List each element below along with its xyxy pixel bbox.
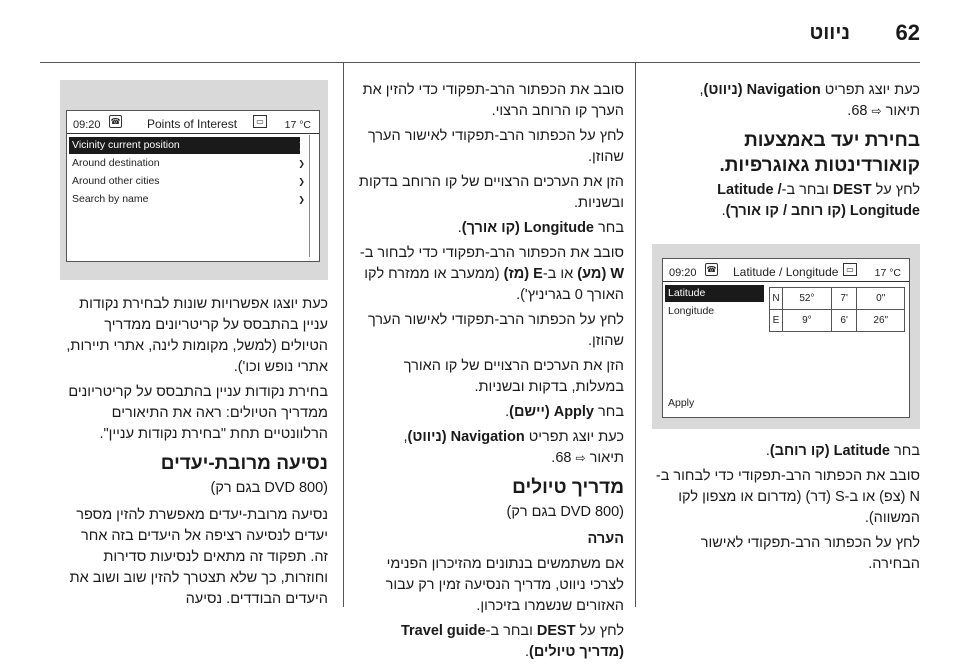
screen-title: Latitude / Longitude: [733, 265, 839, 279]
screen-title: Points of Interest: [147, 117, 238, 131]
arrow-ref-icon: ⇨: [871, 104, 882, 118]
page-header: [0, 12, 960, 52]
section-heading: בחירת יעד באמצעות קואורדינטות גאוגרפיות.: [719, 130, 920, 176]
paragraph: הזן את הערכים הרצויים של קו האורך במעלות, בדקות ובשניות.: [403, 358, 624, 395]
temperature-text: 17 °C: [874, 267, 901, 279]
header-divider: [40, 62, 920, 63]
coordinate-table: [769, 287, 905, 332]
chevron-right-icon: ❯: [298, 141, 305, 150]
phone-icon: ☎: [110, 117, 121, 126]
table-row: E 9° 6' 26": [770, 310, 905, 332]
paragraph: סובב את הכפתור הרב-תפקודי כדי לבחור ב-W (מע) או ב-E (מז) (ממערב או ממזרח לקו האורך 0 בגריניץ').: [359, 245, 624, 303]
menu-item-search-by-name[interactable]: Search by name: [72, 193, 149, 205]
paragraph: לחץ על הכפתור הרב-תפקודי לאישור הערך שהוזן.: [367, 128, 624, 165]
paragraph: בחירת נקודות עניין בהתבסס על קריטריונים ממדריך הטיולים: ראה את התיאורים הרלוונטיים תחת "בחירת נקודות עניין".: [68, 384, 328, 442]
tv-icon: ▭: [843, 263, 857, 276]
paragraph: כעת יוצגו אפשרויות שונות לבחירת נקודות עניין בהתבסס על קריטריונים ממדריך הטיולים (למשל, מקומות לינה, אתרי תיירות, אתרי נופש וכו').: [66, 296, 328, 375]
menu-item-apply[interactable]: Apply: [668, 397, 695, 409]
phone-icon: ☎: [706, 265, 717, 274]
paragraph: לחץ על DEST ובחר ב-Travel guide (מדריך טיולים).: [400, 623, 624, 660]
poi-screenshot: [60, 80, 328, 280]
left-column: [60, 80, 328, 614]
column-divider-left: [343, 62, 344, 607]
temperature-text: 17 °C: [284, 119, 311, 131]
menu-item-around-destination[interactable]: Around destination: [72, 157, 160, 169]
column-divider-right: [635, 62, 636, 607]
menu-item-vicinity[interactable]: Vicinity current position: [69, 137, 300, 154]
paragraph: בחר Longitude (קו אורך).: [457, 220, 624, 236]
page-number: 62: [895, 20, 920, 45]
scrollbar[interactable]: [309, 135, 317, 257]
paragraph: כעת יוצג תפריט Navigation (ניווט), תיאור ⇨ 68.: [403, 429, 624, 466]
chevron-right-icon: ❯: [298, 195, 305, 204]
paragraph: לחץ על הכפתור הרב-תפקודי לאישור הערך שהוזן.: [367, 312, 624, 349]
latlon-screen: [662, 258, 910, 418]
section-heading: נסיעה מרובת-יעדים: [160, 453, 328, 474]
arrow-ref-icon: ⇨: [575, 451, 586, 465]
paragraph: נסיעה מרובת-יעדים מאפשרת להזין מספר יעדים לנסיעה רציפה אל היעדים בזה אחר זה. תפקוד זה מתאים לנסיעות סדירות וחוזרות, כך שלא תצטרך להזין שוב ושוב את היעדים הבודדים. נסיעה: [69, 507, 328, 607]
paragraph: בחר Latitude (קו רוחב).: [765, 443, 920, 459]
clock-text: 09:20: [73, 119, 101, 131]
tv-icon: ▭: [253, 115, 267, 128]
paragraph: סובב את הכפתור הרב-תפקודי כדי לבחור ב-N (צפ) או ב-S (דר) (מדרום או מצפון לקו המשווה).: [655, 468, 920, 526]
note-text: אם משתמשים בנתונים מהזיכרון הפנימי לצרכי ניווט, מדריך הנסיעה זמין רק עבור האזורים שנשמרו בזיכרון.: [385, 556, 624, 614]
section-subheading: (DVD 800 בגם רק): [210, 480, 328, 496]
menu-item-longitude[interactable]: Longitude: [668, 305, 715, 317]
chevron-right-icon: ❯: [298, 177, 305, 186]
paragraph: לחץ על DEST ובחר ב-Latitude / Longitude (קו רוחב / קו אורך).: [717, 182, 920, 219]
chevron-right-icon: ❯: [298, 159, 305, 168]
paragraph: בחר Apply (יישם).: [505, 404, 624, 420]
poi-screen: [66, 110, 320, 262]
latlon-title-bar: [663, 259, 909, 282]
section-subheading: (DVD 800 בגם רק): [506, 504, 624, 520]
paragraph: כעת יוצג תפריט Navigation (ניווט), תיאור ⇨ 68.: [699, 82, 920, 119]
right-column: [652, 80, 920, 579]
latlon-screenshot: [652, 244, 920, 429]
table-row: N 52° 7' 0": [770, 288, 905, 310]
menu-item-around-other-cities[interactable]: Around other cities: [72, 175, 160, 187]
paragraph: סובב את הכפתור הרב-תפקודי כדי להזין את הערך קו הרוחב הרצוי.: [362, 82, 624, 119]
poi-title-bar: [67, 111, 319, 134]
paragraph: לחץ על הכפתור הרב-תפקודי לאישור הבחירה.: [700, 535, 920, 572]
note-heading: הערה: [587, 531, 624, 547]
section-heading: מדריך טיולים: [512, 477, 624, 498]
paragraph: הזן את הערכים הרצויים של קו הרוחב בדקות ובשניות.: [358, 174, 624, 211]
middle-column: [356, 80, 624, 667]
page-title: ניווט: [809, 22, 850, 44]
menu-item-latitude[interactable]: Latitude: [665, 285, 764, 302]
clock-text: 09:20: [669, 267, 697, 279]
